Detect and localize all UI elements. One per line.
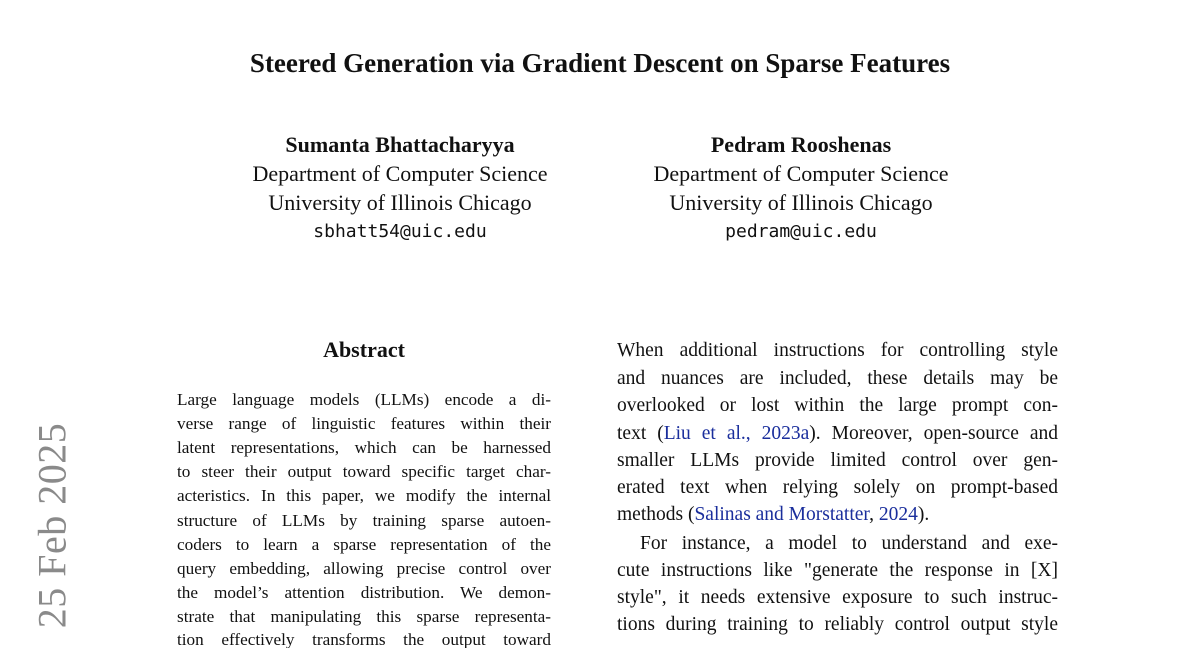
author-department: Department of Computer Science [653, 161, 949, 186]
body-text: text ( [617, 423, 664, 444]
abstract-line: strate that manipulating this sparse representa- [177, 607, 551, 626]
author-email: sbhatt54@uic.edu [313, 221, 487, 242]
body-text: ). Moreover, open-source and [809, 423, 1059, 444]
author-block-1 [220, 130, 580, 246]
body-line: For instance, a model to understand and exe- [640, 533, 1058, 554]
body-text: methods ( [617, 504, 695, 525]
body-line: When additional instructions for controlling style [617, 340, 1058, 361]
author-email: pedram@uic.edu [725, 221, 877, 242]
body-line: smaller LLMs provide limited control over gen- [617, 450, 1058, 471]
abstract-line: to steer their output toward specific target char- [177, 462, 551, 481]
body-line: style", it needs extensive exposure to such instruc- [617, 587, 1058, 608]
body-line [617, 501, 1058, 528]
body-line: and nuances are included, these details may be [617, 368, 1058, 389]
author-university: University of Illinois Chicago [268, 190, 532, 215]
abstract-heading: Abstract [323, 337, 405, 362]
abstract-line: structure of LLMs by training sparse autoen- [177, 511, 551, 530]
body-text: ). [917, 504, 930, 525]
abstract-line: the model’s attention distribution. We demon- [177, 583, 551, 602]
abstract-line: tion effectively transforms the output toward [177, 630, 551, 648]
author-name: Sumanta Bhattacharyya [285, 132, 515, 157]
citation-year-link[interactable]: 2024 [878, 504, 918, 525]
author-block-2 [621, 130, 981, 246]
abstract-line: latent representations, which can be harnessed [177, 438, 551, 457]
abstract-line: verse range of linguistic features within their [177, 414, 551, 433]
paper-title: Steered Generation via Gradient Descent on Sparse Features [249, 48, 951, 78]
abstract-line: query embedding, allowing precise control over [177, 559, 551, 578]
body-line: cute instructions like "generate the response in [X] [617, 560, 1058, 581]
body-line [617, 420, 1058, 447]
author-university: University of Illinois Chicago [669, 190, 933, 215]
citation-link[interactable]: Salinas and Morstatter [694, 504, 870, 525]
abstract-line: acteristics. In this paper, we modify the internal [177, 486, 551, 505]
author-name: Pedram Rooshenas [710, 132, 892, 157]
abstract-line: coders to learn a sparse representation of the [177, 535, 551, 554]
arxiv-date-stamp [30, 420, 74, 630]
author-department: Department of Computer Science [252, 161, 548, 186]
body-line: overlooked or lost within the large prompt con- [617, 395, 1058, 416]
body-line: tions during training to reliably control output style [617, 614, 1058, 635]
stamp-text: 25 Feb 2025 [29, 422, 75, 628]
body-text: , [869, 504, 879, 525]
citation-link[interactable]: Liu et al., 2023a [663, 423, 810, 444]
abstract-line: Large language models (LLMs) encode a di- [177, 390, 551, 409]
body-line: erated text when relying solely on prompt-based [617, 477, 1058, 498]
